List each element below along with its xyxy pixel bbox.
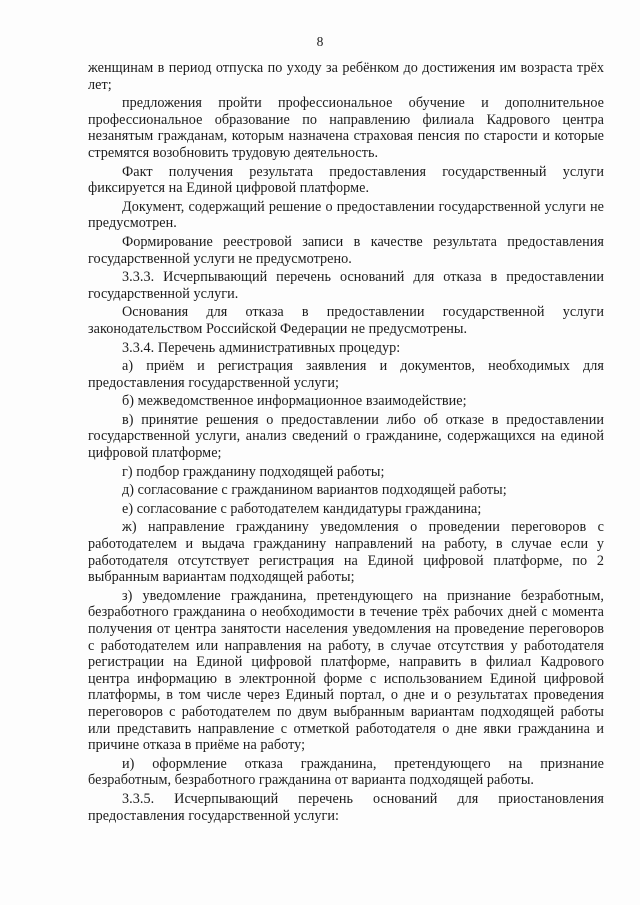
list-item-a: а) приём и регистрация заявления и документов, необходимых для предоставления государственной услуги; — [88, 358, 604, 391]
paragraph-training-offer: предложения пройти профессиональное обучение и дополнительное профессиональное образование по направлению филиала Кадрового центра незанятым гражданам, которым назначена страховая пенсия по старости и которые стремятся возобновить трудовую деятельность. — [88, 95, 604, 161]
list-item-g: г) подбор гражданину подходящей работы; — [122, 463, 385, 480]
paragraph-registry-record: Формирование реестровой записи в качестве результата предоставления государственной услуги не предусмотрено. — [88, 233, 604, 267]
list-item-v: в) принятие решения о предоставлении либо об отказе в предоставлении государственной услуги, анализ сведений о гражданине, содержащихся на единой цифровой платформе; — [88, 411, 604, 462]
paragraph-women-parental-leave: женщинам в период отпуска по уходу за ребёнком до достижения им возраста трёх лет; — [88, 60, 604, 93]
list-item-e: е) согласование с работодателем кандидатуры гражданина; — [122, 500, 482, 517]
heading-3-3-5: 3.3.5. Исчерпывающий перечень оснований для приостановления предоставления государственной услуги: — [88, 790, 604, 824]
list-item-z: з) уведомление гражданина, претендующего на признание безработным, безработного гражданина о необходимости в течение трёх рабочих дней с момента получения от центра занятости населения уведомления на проведение переговоров с работодателем или направления на работу, в случае отсутствия у работодателя регистрации на Единой цифровой платформе, направить в филиал Кадрового центра информацию в электронной форме с использованием Единой цифровой платформы, в том числе через Единый портал, о дне и о результатах проведения переговоров с работодателем по двум выбранным вариантам подходящей работы или представить направление с отметкой работодателя о дне явки гражданина и причине отказа в приёме на работу; — [88, 587, 604, 754]
page-number: 8 — [316, 34, 324, 49]
list-item-zh: ж) направление гражданину уведомления о проведении переговоров с работодателем и выдача гражданину направлений на работу, в случае если у работодателя отсутствует регистрация на Единой цифровой платформе, по 2 выбранным вариантам подходящей работы; — [88, 519, 604, 586]
paragraph-refusal-grounds: Основания для отказа в предоставлении государственной услуги законодательством Российской Федерации не предусмотрены. — [88, 304, 604, 337]
paragraph-decision-document: Документ, содержащий решение о предоставлении государственной услуги не предусмотрен. — [88, 198, 604, 232]
heading-3-3-4: 3.3.4. Перечень административных процедур: — [122, 339, 401, 356]
paragraph-result-fact: Факт получения результата предоставления государственный услуги фиксируется на Единой цифровой платформе. — [88, 163, 604, 197]
document-body — [88, 60, 604, 826]
heading-3-3-3: 3.3.3. Исчерпывающий перечень оснований для отказа в предоставлении государственной услуги. — [88, 269, 604, 302]
list-item-d: д) согласование с гражданином вариантов подходящей работы; — [122, 482, 507, 499]
list-item-b: б) межведомственное информационное взаимодействие; — [122, 393, 467, 410]
list-item-i: и) оформление отказа гражданина, претендующего на признание безработным, безработного гражданина от варианта подходящей работы. — [88, 755, 604, 789]
